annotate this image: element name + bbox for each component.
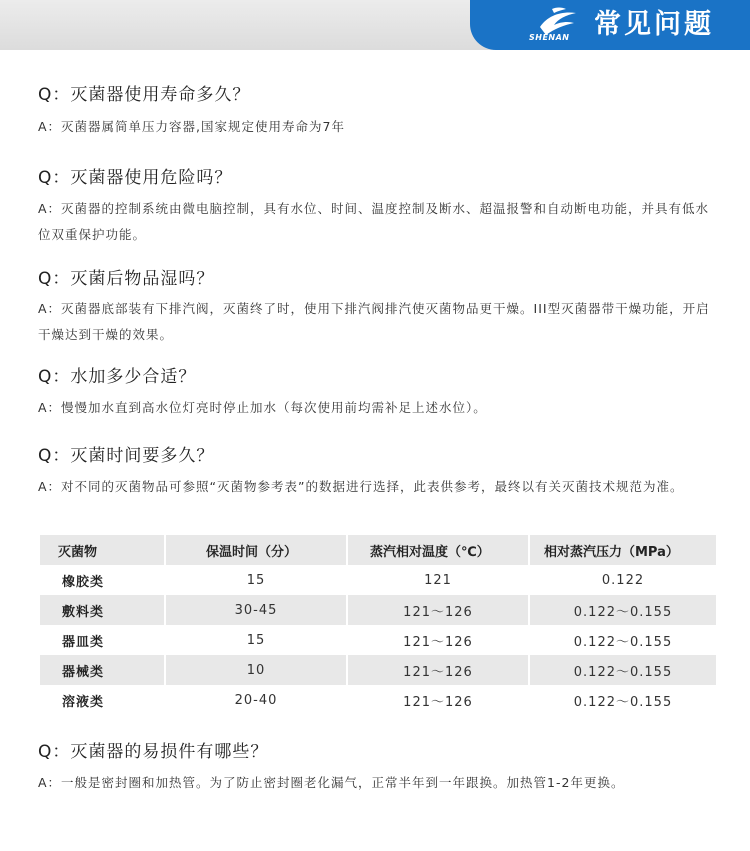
table-header-cell: 蒸汽相对温度（℃） bbox=[347, 535, 529, 565]
question-2: Q：灭菌器使用危险吗？ bbox=[38, 168, 233, 188]
table-header-cell: 相对蒸汽压力（MPa） bbox=[529, 535, 716, 565]
header-grey-band bbox=[0, 0, 520, 50]
table-header-row bbox=[40, 535, 716, 565]
question-5: Q：灭菌时间要多久？ bbox=[38, 446, 215, 466]
question-4: Q：水加多少合适？ bbox=[38, 367, 197, 387]
answer-6: A：一般是密封圈和加热管。为了防止密封圈老化漏气，正常半年到一年跟换。加热管1-2年更换。 bbox=[38, 775, 625, 790]
table-cell: 器皿类 bbox=[62, 634, 105, 650]
question-1: Q：灭菌器使用寿命多久？ bbox=[38, 85, 251, 105]
answer-1: A：灭菌器属简单压力容器,国家规定使用寿命为7年 bbox=[38, 119, 345, 134]
table-header-cell: 灭菌物 bbox=[40, 535, 165, 565]
page-header bbox=[0, 0, 750, 50]
table-cell: 敷料类 bbox=[40, 595, 165, 625]
table-cell: 121～126 bbox=[347, 685, 529, 715]
table-cell: 0.122～0.155 bbox=[529, 595, 716, 625]
question-3: Q：灭菌后物品湿吗？ bbox=[38, 269, 215, 289]
page-title: 常见问题 bbox=[594, 9, 714, 40]
table-row bbox=[40, 655, 716, 685]
answer-3: A：灭菌器底部装有下排汽阀，灭菌终了时，使用下排汽阀排汽使灭菌物品更干燥。III型灭菌器带干燥功能，开启干燥达到干燥的效果。 bbox=[38, 301, 710, 342]
answer-5: A：对不同的灭菌物品可参照“灭菌物参考表”的数据进行选择，此表供参考，最终以有关灭菌技术规范为准。 bbox=[38, 479, 684, 494]
table-cell: 121～126 bbox=[347, 595, 529, 625]
table-row bbox=[40, 565, 716, 595]
table-cell: 0.122～0.155 bbox=[529, 685, 716, 715]
table-cell: 121 bbox=[347, 565, 529, 595]
table-cell: 20-40 bbox=[165, 685, 347, 715]
question-6: Q：灭菌器的易损件有哪些？ bbox=[38, 742, 269, 762]
answer-2: A：灭菌器的控制系统由微电脑控制，具有水位、时间、温度控制及断水、超温报警和自动断电功能，并具有低水位双重保护功能。 bbox=[38, 201, 710, 242]
brand-name: SHENAN bbox=[529, 33, 570, 42]
table-row bbox=[40, 595, 716, 625]
table-cell: 0.122～0.155 bbox=[529, 625, 716, 655]
table-cell: 121～126 bbox=[347, 625, 529, 655]
table-row bbox=[40, 685, 716, 715]
table-cell: 器械类 bbox=[40, 655, 165, 685]
table-header-cell: 保温时间（分） bbox=[165, 535, 347, 565]
table-cell: 橡胶类 bbox=[62, 574, 105, 590]
table-cell: 15 bbox=[165, 625, 347, 655]
table-cell: 10 bbox=[165, 655, 347, 685]
table-cell: 30-45 bbox=[165, 595, 347, 625]
answer-4: A：慢慢加水直到高水位灯亮时停止加水（每次使用前均需补足上述水位）。 bbox=[38, 400, 487, 415]
table-cell: 溶液类 bbox=[62, 694, 105, 710]
sterilization-reference-table bbox=[40, 535, 716, 715]
table-cell: 0.122 bbox=[529, 565, 716, 595]
table-cell: 121～126 bbox=[347, 655, 529, 685]
table-cell: 0.122～0.155 bbox=[529, 655, 716, 685]
table-row bbox=[40, 625, 716, 655]
table-cell: 15 bbox=[165, 565, 347, 595]
